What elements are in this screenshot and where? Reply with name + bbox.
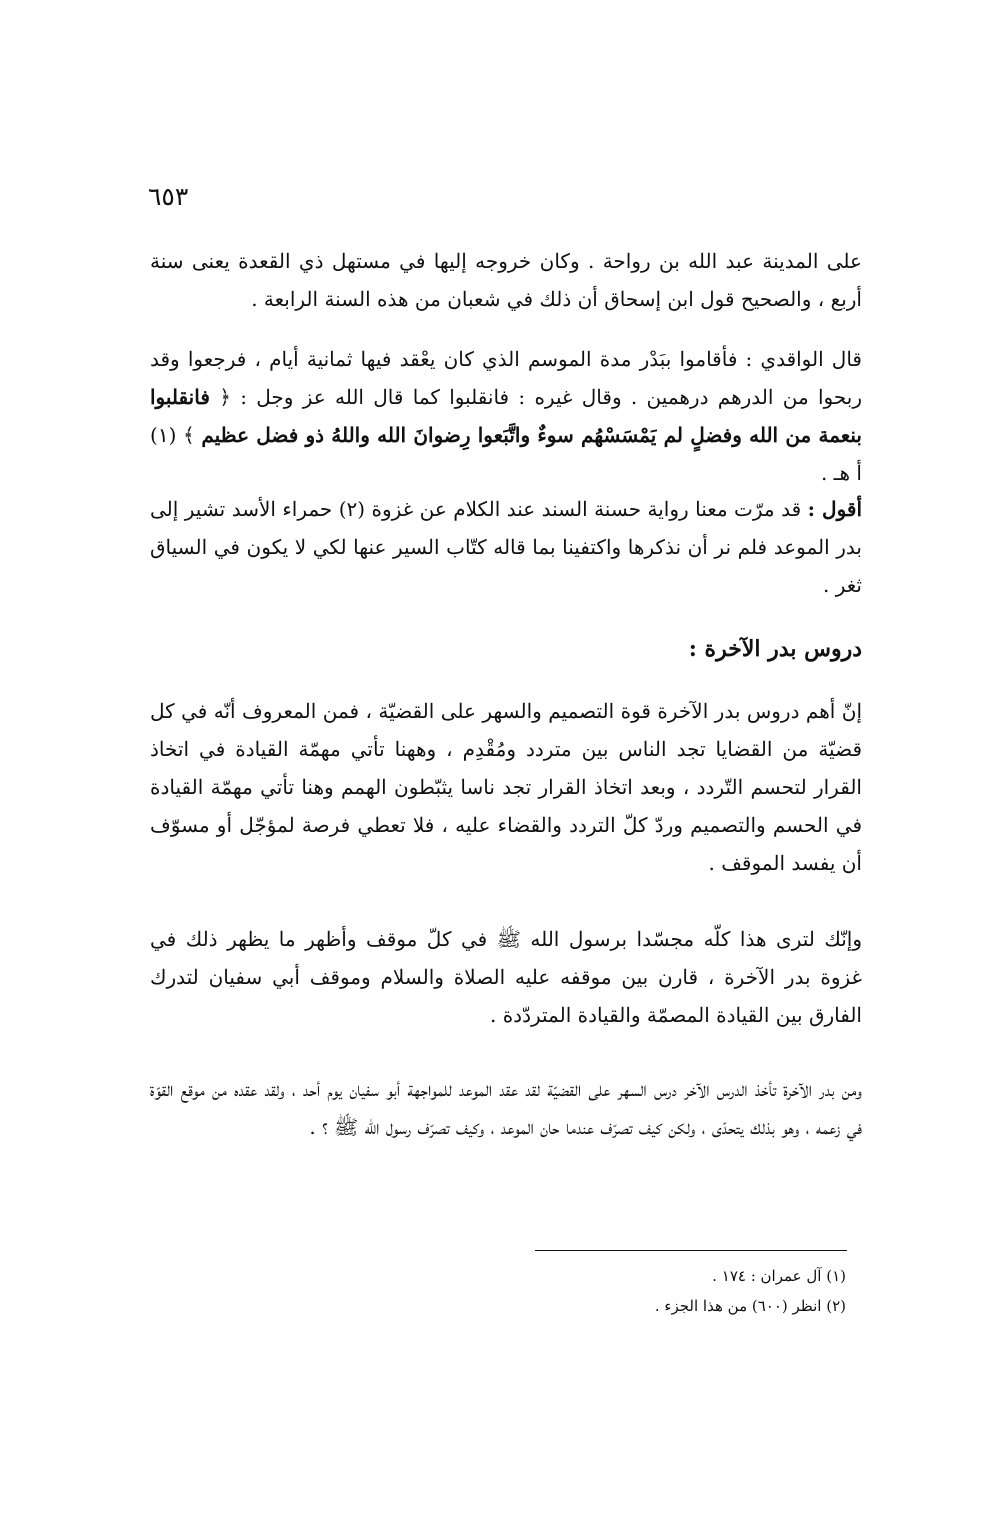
paragraph-6: ومن بدر الآخرة تأخذ الدرس الآخر درس السهر على القضيّة لقد عقد الموعد للمواجهة أبو سفيان يوم أحد ، ولقد عقده من موقع القوّة في زعمه ، وهو بذلك يتحدّى ، ولكن كيف تصرّف عندما حان الموعد ، وكيف تصرّف رسول الله ﷺ ؟ .: [150, 1077, 862, 1139]
footnote-divider: [535, 1250, 847, 1251]
footnote-2: (٢) انظر (٦٠٠) من هذا الجزء .: [654, 1297, 846, 1315]
page-number: ٦٥٣: [148, 182, 189, 211]
paragraph-2-start: قال الواقدي : فأقاموا ببَدْر مدة الموسم الذي كان يعْقد فيها ثمانية أيام ، فرجعوا وقد ربحوا من الدرهم درهمين . وقال غيره : فانقلبوا كما قال الله عز وجل : ﴿: [150, 347, 863, 409]
quran-quote: فانقلبوا بنعمة من الله وفضلٍ لم يَمْسَسْهُم سوءٌ واتَّبَعوا رِضوانَ الله واللهُ ذو فضل عظيم: [150, 385, 863, 447]
paragraph-2-end: ﴾ (١) أ هـ .: [150, 423, 862, 485]
paragraph-2: [150, 340, 862, 492]
paragraph-3: [150, 490, 862, 604]
paragraph-1: على المدينة عبد الله بن رواحة . وكان خروجه إليها في مستهل ذي القعدة يعنى سنة أربع ، والصحيح قول ابن إسحاق أن ذلك في شعبان من هذه السنة الرابعة .: [150, 249, 862, 311]
paragraph-3-label: أقول :: [807, 497, 863, 521]
paragraph-3-text: قد مرّت معنا رواية حسنة السند عند الكلام عن غزوة (٢) حمراء الأسد تشير إلى بدر الموعد فلم نر أن نذكرها واكتفينا بما قاله كتّاب السير عنها لكي لا يكون في السياق ثغر .: [150, 497, 862, 597]
section-heading: دروس بدر الآخرة :: [688, 636, 862, 662]
paragraph-4: إنّ أهم دروس بدر الآخرة قوة التصميم والسهر على القضيّة ، فمن المعروف أنّه في كل قضيّة من القضايا تجد الناس بين متردد ومُقْدِم ، وههنا تأتي مهمّة القيادة في اتخاذ القرار لتحسم التّردد ، وبعد اتخاذ القرار تجد ناسا يثبّطون الهمم وهنا تأتي مهمّة القيادة في الحسم والتصميم وردّ كلّ التردد والقضاء عليه ، فلا تعطي فرصة لمؤجّل أو مسوّف أن يفسد الموقف .: [150, 699, 863, 875]
footnote-1: (١) آل عمران : ١٧٤ .: [712, 1267, 846, 1285]
paragraph-5: وإنّك لترى هذا كلّه مجسّدا برسول الله ﷺ في كلّ موقف وأظهر ما يظهر ذلك في غزوة بدر الآخرة ، قارن بين موقفه عليه الصلاة والسلام وموقف أبي سفيان لتدرك الفارق بين القيادة المصمّة والقيادة المتردّدة .: [150, 927, 862, 1027]
